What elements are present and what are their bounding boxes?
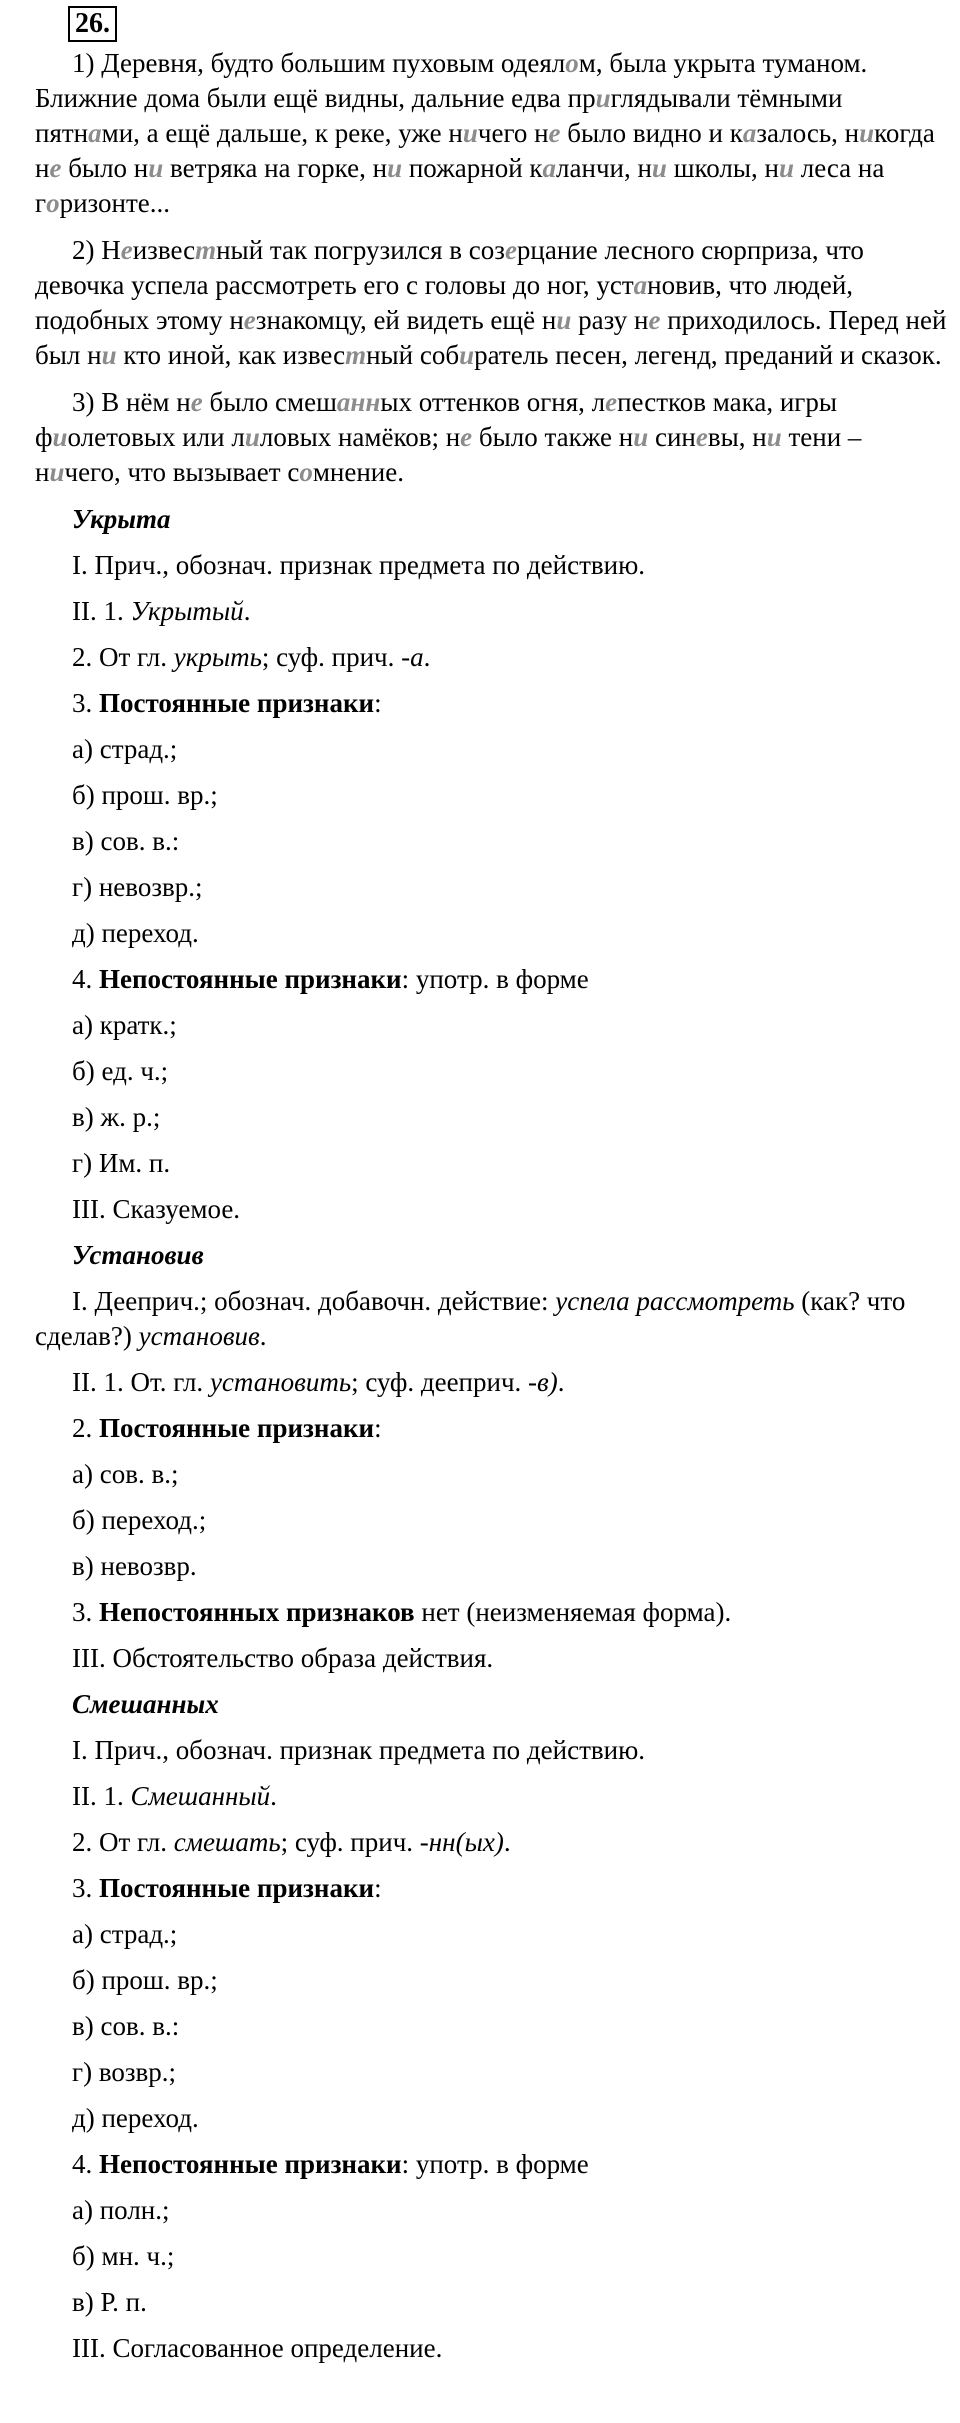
list-item: а) страд.; <box>72 1919 178 1949</box>
analysis-line: 3. Постоянные признаки: <box>72 688 382 718</box>
text-paragraph-1: 1) Деревня, будто большим пуховым одеялом, была укрыта туманом. Ближние дома были ещё видны, дальние едва приглядывали тёмными пятнами, а ещё дальше, к реке, уже ничего не было видно и казалось, никогда не было ни ветряка на горке, ни пожарной каланчи, ни школы, ни леса на горизонте... <box>35 48 935 218</box>
list-item: б) прош. вр.; <box>72 1965 218 1995</box>
analysis-heading-ukryta: Укрыта <box>72 504 171 534</box>
list-item: г) возвр.; <box>72 2057 177 2087</box>
list-item: б) переход.; <box>72 1505 207 1535</box>
analysis-line: 2. Постоянные признаки: <box>72 1413 382 1443</box>
analysis-heading-smeshannyh: Смешанных <box>72 1689 219 1719</box>
analysis-line: I. Прич., обознач. признак предмета по действию. <box>72 1735 645 1765</box>
list-item: а) кратк.; <box>72 1010 177 1040</box>
analysis-line: I. Прич., обознач. признак предмета по действию. <box>72 550 645 580</box>
text-paragraph-2: 2) Неизвестный так погрузился в созерцание лесного сюрприза, что девочка успела рассмотреть его с головы до ног, установив, что людей, подобных этому незнакомцу, ей видеть ещё ни разу не приходилось. Перед ней был ни кто иной, как известный собиратель песен, легенд, преданий и сказок. <box>35 235 947 370</box>
list-item: в) сов. в.: <box>72 2011 180 2041</box>
analysis-line: II. 1. Смешанный. <box>72 1781 277 1811</box>
analysis-role: III. Согласованное определение. <box>72 2333 443 2363</box>
analysis-line: I. Дееприч.; обознач. добавочн. действие: успела рассмотреть (как? что сделав?) установив. <box>35 1286 906 1351</box>
list-item: в) ж. р.; <box>72 1102 161 1132</box>
analysis-line: II. 1. Укрытый. <box>72 596 251 626</box>
analysis-line: II. 1. От. гл. установить; суф. дееприч. -в). <box>72 1367 565 1397</box>
list-item: д) переход. <box>72 918 199 948</box>
analysis-line: 2. От гл. укрыть; суф. прич. -а. <box>72 642 431 672</box>
list-item: а) полн.; <box>72 2195 170 2225</box>
text-paragraph-3: 3) В нём не было смешанных оттенков огня, лепестков мака, игры фиолетовых или лиловых намёков; не было также ни синевы, ни тени – ничего, что вызывает сомнение. <box>35 387 862 487</box>
list-item: а) страд.; <box>72 734 178 764</box>
list-item: г) невозвр.; <box>72 872 203 902</box>
analysis-line: 4. Непостоянные признаки: употр. в форме <box>72 964 589 994</box>
list-item: д) переход. <box>72 2103 199 2133</box>
list-item: г) Им. п. <box>72 1148 171 1178</box>
task-number: 26. <box>68 6 117 42</box>
analysis-role: III. Сказуемое. <box>72 1194 241 1224</box>
list-item: в) невозвр. <box>72 1551 197 1581</box>
analysis-heading-ustanoviv: Установив <box>72 1240 204 1270</box>
analysis-line: 3. Постоянные признаки: <box>72 1873 382 1903</box>
analysis-line: 2. От гл. смешать; суф. прич. -нн(ых). <box>72 1827 511 1857</box>
list-item: б) ед. ч.; <box>72 1056 169 1086</box>
list-item: в) Р. п. <box>72 2287 147 2317</box>
analysis-line: 4. Непостоянные признаки: употр. в форме <box>72 2149 589 2179</box>
analysis-role: III. Обстоятельство образа действия. <box>72 1643 494 1673</box>
list-item: а) сов. в.; <box>72 1459 179 1489</box>
analysis-line: 3. Непостоянных признаков нет (неизменяемая форма). <box>72 1597 732 1627</box>
list-item: в) сов. в.: <box>72 826 180 856</box>
list-item: б) прош. вр.; <box>72 780 218 810</box>
list-item: б) мн. ч.; <box>72 2241 175 2271</box>
